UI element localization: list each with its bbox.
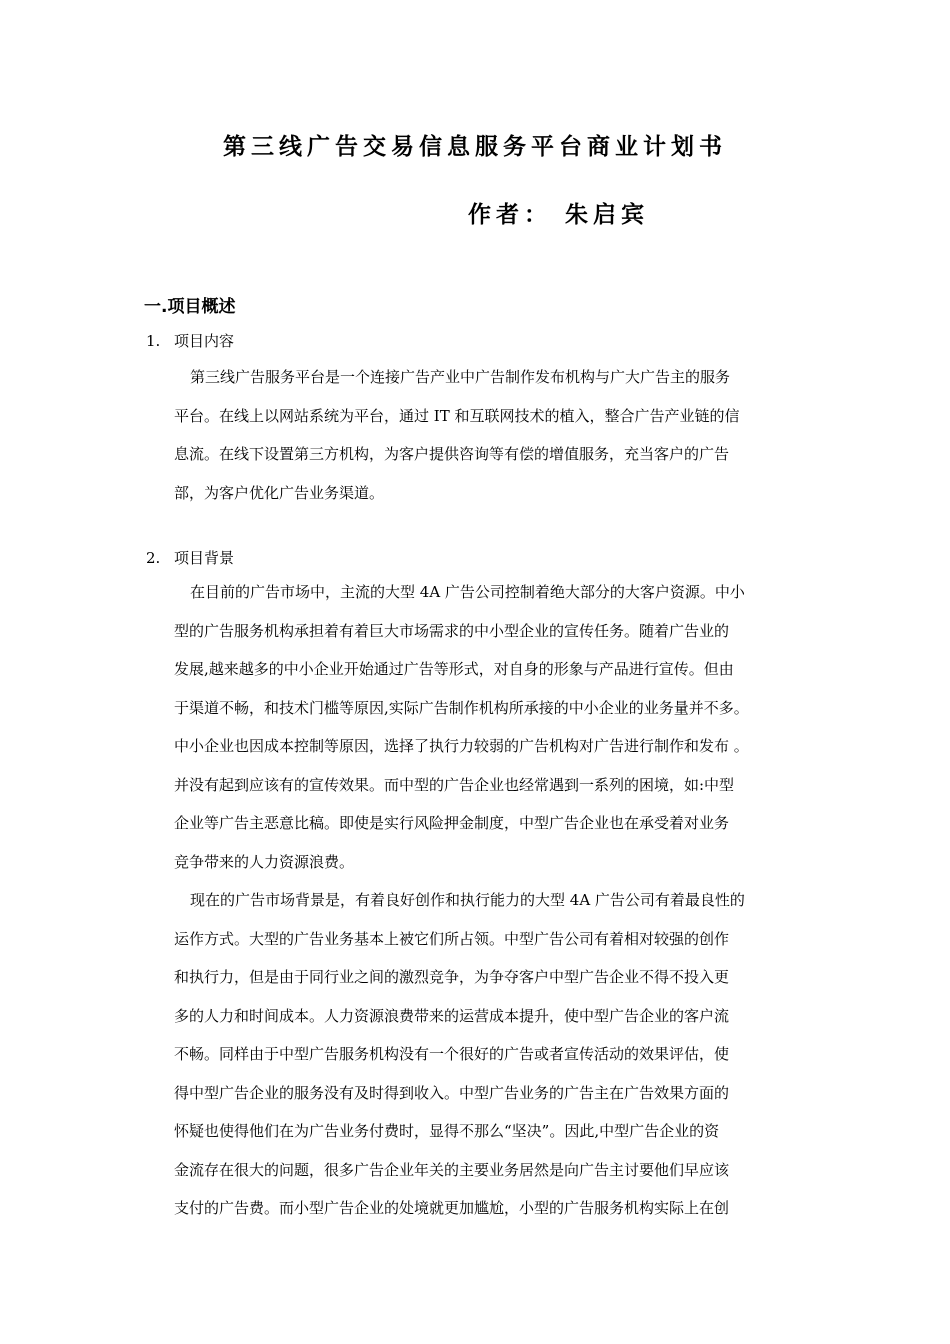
document-title: 第三线广告交易信息服务平台商业计划书 (223, 133, 727, 160)
paragraph-line: 金流存在很大的问题，很多广告企业年关的主要业务居然是向广告主讨要他们早应该 (174, 1160, 730, 1179)
paragraph (174, 358, 814, 512)
paragraph-line: 运作方式。大型的广告业务基本上被它们所占领。中型广告公司有着相对较强的创作 (174, 929, 730, 948)
paragraph-line: 不畅。同样由于中型广告服务机构没有一个很好的广告或者宣传活动的效果评估，使 (174, 1045, 730, 1063)
subsection-label: 项目内容 (174, 332, 235, 350)
subsection-label: 项目背景 (174, 549, 235, 567)
paragraph-line: 发展,越来越多的中小企业开始通过广告等形式，对自身的形象与产品进行宣传。但由 (174, 660, 734, 678)
author-line: 作者： 朱启宾 (468, 201, 650, 228)
paragraph-line: 得中型广告企业的服务没有及时得到收入。中型广告业务的广告主在广告效果方面的 (174, 1083, 730, 1102)
paragraph-line: 型的广告服务机构承担着有着巨大市场需求的中小型企业的宣传任务。随着广告业的 (174, 621, 730, 640)
paragraph-line: 和执行力，但是由于同行业之间的激烈竞争，为争夺客户中型广告企业不得不投入更 (174, 968, 730, 986)
paragraph (174, 573, 814, 1228)
paragraph-line: 息流。在线下设置第三方机构，为客户提供咨询等有偿的增值服务，充当客户的广告 (174, 445, 730, 463)
paragraph-line: 竞争带来的人力资源浪费。 (174, 852, 355, 871)
subsection-heading (146, 330, 234, 351)
paragraph-line: 多的人力和时间成本。人力资源浪费带来的运营成本提升，使中型广告企业的客户流 (174, 1006, 730, 1025)
subsection-number: 1. (146, 332, 161, 350)
paragraph-line: 怀疑也使得他们在为广告业务付费时，显得不那么“坚决”。因此,中型广告企业的资 (174, 1122, 720, 1140)
paragraph-line: 中小企业也因成本控制等原因，选择了执行力较弱的广告机构对广告进行制作和发布 。 (174, 737, 749, 755)
section-heading: 一.项目概述 (144, 297, 236, 317)
paragraph-line: 现在的广告市场背景是，有着良好创作和执行能力的大型 4A 广告公司有着最良性的 (190, 891, 745, 909)
paragraph-line: 于渠道不畅，和技术门槛等原因,实际广告制作机构所承接的中小企业的业务量并不多。 (174, 698, 749, 717)
paragraph-line: 并没有起到应该有的宣传效果。而中型的广告企业也经常遇到一系列的困境，如:中型 (174, 775, 735, 794)
paragraph-line: 支付的广告费。而小型广告企业的处境就更加尴尬，小型的广告服务机构实际上在创 (174, 1199, 730, 1217)
subsection-heading (146, 547, 234, 568)
paragraph-line: 在目前的广告市场中，主流的大型 4A 广告公司控制着绝大部分的大客户资源。中小 (190, 583, 745, 601)
paragraph-line: 平台。在线上以网站系统为平台，通过 IT 和互联网技术的植入，整合广告产业链的信 (174, 406, 740, 425)
paragraph-line: 企业等广告主恶意比稿。即使是实行风险押金制度，中型广告企业也在承受着对业务 (174, 814, 730, 832)
paragraph-line: 第三线广告服务平台是一个连接广告产业中广告制作发布机构与广大广告主的服务 (190, 368, 731, 386)
subsection-number: 2. (146, 549, 161, 567)
paragraph-line: 部，为客户优化广告业务渠道。 (174, 483, 385, 502)
